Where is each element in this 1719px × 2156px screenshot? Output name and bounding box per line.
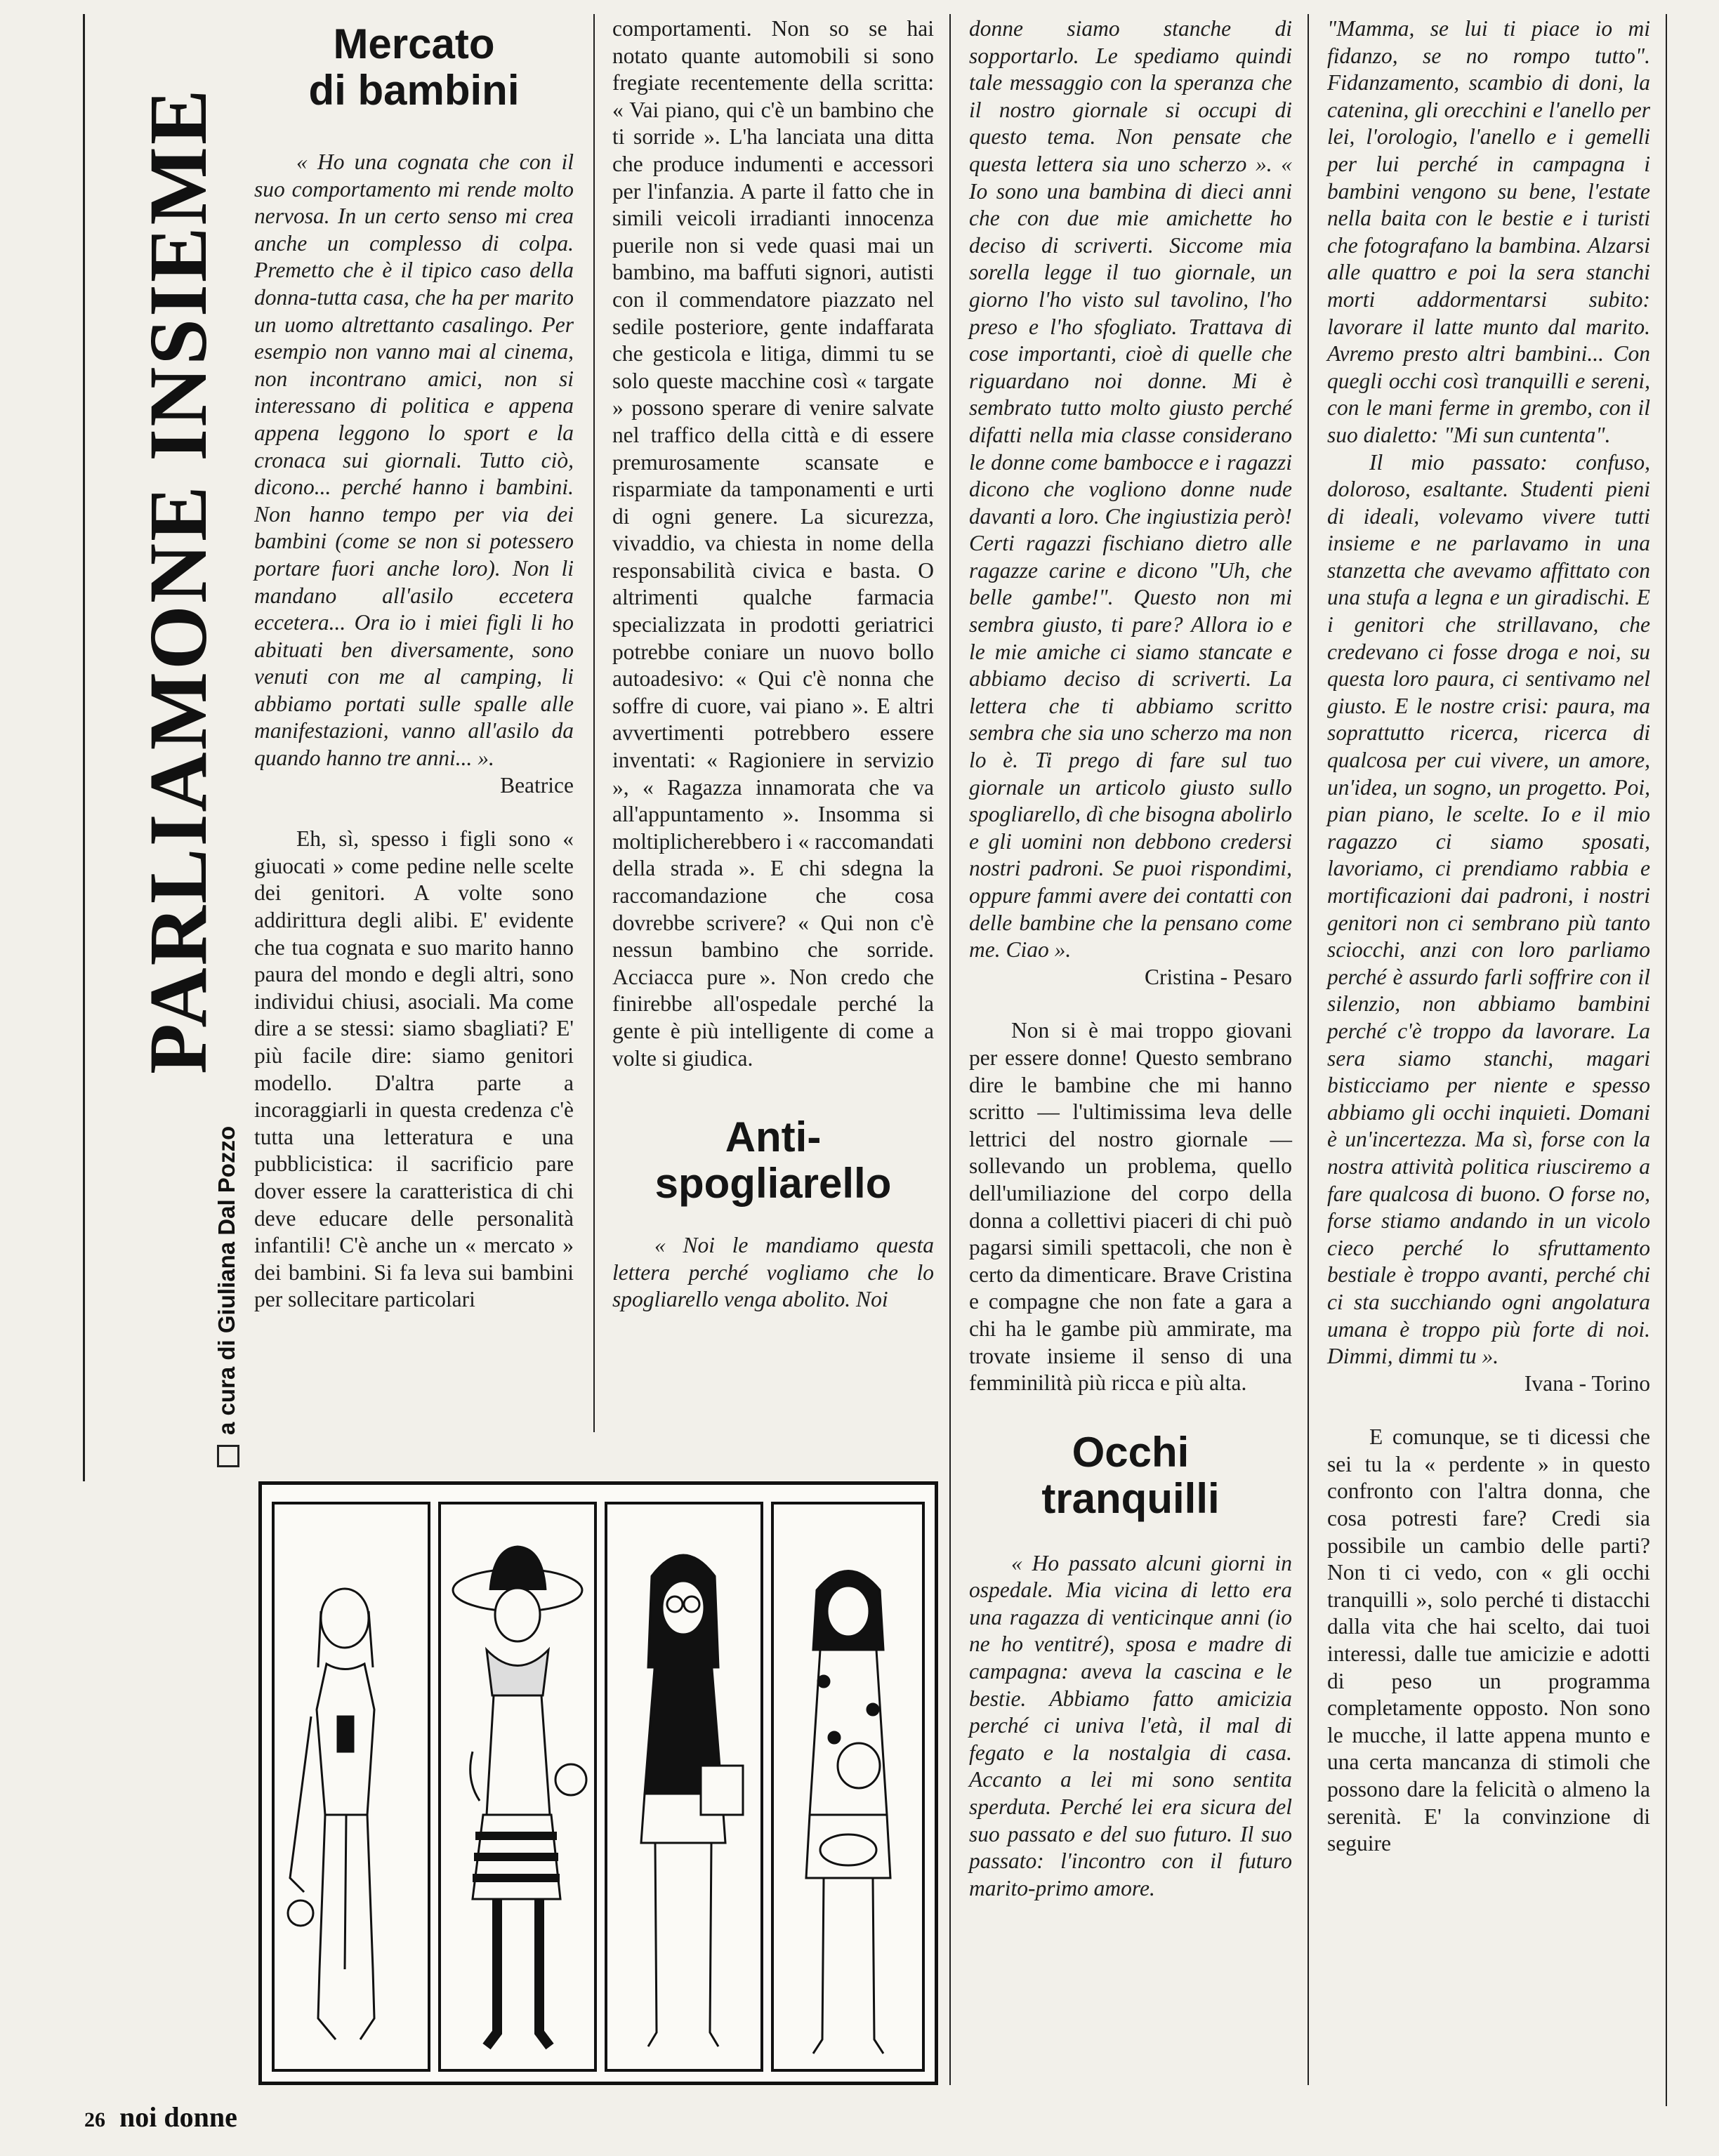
byline-text: a cura di Giuliana Dal Pozzo [213,1125,239,1435]
letter-spogliarello-part1: « Noi le mandiamo questa lettera perché vogliamo che lo spogliarello venga abolito. Noi [612,1233,934,1312]
signature-beatrice: Beatrice [500,772,574,798]
heading-line: di bambini [308,67,520,114]
heading-line: Anti- [725,1113,822,1161]
column-rule-2 [949,14,951,2085]
illustration-four-women [258,1481,938,2085]
section-rubric: PARLIAMONE INSIEME [132,87,224,1074]
column-4 [1327,15,1650,1858]
heading-line: tranquilli [1041,1474,1220,1522]
reply-mercato-part2: comportamenti. Non so se hai notato quante automobili si sono fregiate recentemente della scritta: « Vai piano, qui c'è un bambino che ti sorride ». L'ha lanciata una ditta che produce indumenti e accessori per l'infanzia. A parte il fatto che in simili veicoli irradianti innocenza puerile non si vede quasi mai un bambino, ma baffuti signori, autisti con il commendatore piazzato nel sedile posteriore, gente indaffarata che gesticola e litiga, dimmi tu se solo queste macchine così « targate » possono sperare di venire salvate nel traffico della città e di essere premurosamente scansate e risparmiate da tamponamenti e urti di ogni genere. La sicurezza, vivaddio, va chiesta in nome della responsabilità civica e basta. O altrimenti qualche farmacia specializzata in prodotti geriatrici potrebbe coniare un nuovo bollo autoadesivo: « Qui c'è nonna che soffre di cuore, vai piano ». E altri avvertimenti potrebbero essere inventati: « Ragioniere in servizio », « Ragazza innamorata che va all'appuntamento ». Insomma si moltiplicherebbero i « raccomandati della strada ». E chi sdegna la raccomandazione che cosa dovrebbe scrivere? « Qui non c'è nessun bambino che sorride. Acciacca pure ». Non credo che finirebbe all'ospedale perché la gente è più intelligente di come a volte si giudica. [612,16,934,1071]
reply-occhi: E comunque, se ti dicessi che sei tu la « perdente » in questo confronto con l'altra donna, che cosa potresti fare? Credi sia possibile un cambio delle parti? Non ti ci vedo, con « gli occhi tranquilli », solo perché ti distacchi dalla vita che hai scelto, dai tuoi interessi, dalle tue amicizie e adotti di peso un programma completamente opposto. Non sono le mucche, il latte appena munto e una certa mancanza di stimoli che possono dare la felicità o almeno la serenità. E' la convinzione di seguire [1327,1424,1650,1856]
left-margin-rule [83,14,85,1481]
reply-mercato-part1: Eh, sì, spesso i figli sono « giuocati » come pedine nelle scelte dei genitori. A volte sono addirittura degli alibi. E' evidente che tua cognata e suo marito hanno paura del mondo e degli altri, sono individui chiusi, asociali. Ma come dire a se stessi: siamo sbagliati? E' più facile dire: siamo genitori modello. D'altra parte a incoraggiarli in questa credenza c'è tutta una letteratura e una pubblicistica: il sacrificio pare dover essere la caratteristica di chi deve educare delle personalità infantili! C'è anche un « mercato » dei bambini. Si fa leva sui bambini per sollecitare particolari [254,826,574,1312]
figure-glasses-woman-icon [641,1555,743,2046]
letter-occhi-part2: "Mamma, se lui ti piace io mi fidanzo, se no rompo tutto". Fidanzamento, scambio di doni, la catenina, gli orecchini e l'anello per lei, l'orologio, l'anello e i gemelli per lui perché in campagna i bambini vengono su bene, l'estate nella baita con le bestie e i turisti che fotografano la bambina. Alzarsi alle quattro e poi la sera stanchi morti addormentarsi subito: lavorare il latte munto dal marito. Avremo presto altri bambini... Con quegli occhi così tranquilli e sereni, con le mani ferme in grembo, con il suo dialetto: "Mi sun cuntenta". [1327,16,1650,447]
letter-occhi-part3: Il mio passato: confuso, doloroso, esaltante. Studenti pieni di ideali, volevamo vivere tutti insieme e ne parlavamo in una stanzetta che avevamo affittato con una stufa a legna e un giradischi. E i genitori che strillavano, che credevano ci fosse droga e noi, su questa loro paura, ci sentivamo nel giusto. E le nostre crisi: paura, ma soprattutto ricerca, ricerca di qualcosa per cui vivere, un amore, un'idea, un sogno, un progetto. Poi, pian piano, le scelte. Io e il mio ragazzo ci siamo sposati, lavoriamo, ci prendiamo rabbia e mortificazioni dai padroni, i nostri genitori non ci sembrano più tanto sciocchi, anzi con loro parliamo perché è assurdo farli soffrire con il silenzio, non abbiamo bambini perché c'è troppo da lavorare. La sera siamo stanchi, magari bisticciamo per niente e spesso abbiamo gli occhi inquieti. Domani è un'incertezza. Ma sì, forse con la nostra attività politica riusciremo a fare qualcosa di buono. O forse no, forse stiamo andando in un vicolo cieco perché lo sfruttamento bestiale è troppo avanti, perché chi ci sta succhiando ogni angolatura umana è troppo più forte di noi. Dimmi, dimmi tu ». [1327,449,1650,1369]
heading-mercato [254,21,574,114]
column-3 [969,15,1292,1902]
column-rule-4 [1666,14,1667,2106]
signature-cristina: Cristina - Pesaro [1145,964,1292,989]
figure-hat-woman-icon [453,1547,586,2046]
page-number: 26 [84,2108,105,2131]
column-2 [612,15,934,1314]
illustration-svg [262,1485,935,2082]
letter-beatrice: « Ho una cognata che con il suo comportamento mi rende molto nervosa. In un certo senso mi crea anche un complesso di colpa. Premetto che è il tipico caso della donna-tutta casa, che ha per marito un uomo altrettanto casalingo. Per esempio non vanno mai al cinema, non incontrano amici, non si interessano di politica e appena appena leggono lo sport e la cronaca sui giornali. Tutto ciò, dicono... perché hanno i bambini. Non hanno tempo per via dei bambini (come se non si potessero portare fuori anche loro). Non li mandano all'asilo eccetera eccetera... Ora io i miei figli li ho abituati ben diversamente, sono venuti con me al camping, li abbiamo portati sulle spalle alle manifestazioni, vanno all'asilo da quando hanno tre anni... ». [254,150,574,771]
column-rule-1 [593,14,595,1432]
byline [213,1126,240,1467]
magazine-name: noi donne [119,2101,237,2133]
figure-mother-child-icon [806,1571,890,2054]
figure-worker-icon [288,1589,374,2039]
page-footer [84,2101,237,2134]
column-rule-3 [1308,14,1309,2085]
heading-spogliarello [612,1114,934,1207]
heading-line: Occhi [1072,1428,1190,1476]
reply-spogliarello: Non si è mai troppo giovani per essere donne! Questo sembrano dire le bambine che mi hanno scritto — l'ultimissima leva delle lettrici del nostro giornale — sollevando un problema, quello dell'umiliazione del corpo della donna a collettivi piaceri di chi può pagarsi simili spettacoli, che non è certo da dimenticare. Brave Cristina e compagne che non fate a gara a chi ha le gambe più ammirate, ma trovate insieme il senso di una femminilità più ricca e più alta. [969,1018,1292,1396]
checkbox-square-icon [217,1445,239,1467]
signature-ivana: Ivana - Torino [1524,1370,1650,1396]
heading-line: Mercato [333,20,495,67]
letter-occhi-part1: « Ho passato alcuni giorni in ospedale. Mia vicina di letto era una ragazza di venticinque anni (io ne ho ventitré), sposa e madre di campagna: aveva la cascina e le bestie. Abbiamo fatto amicizia perché ci univa l'età, il mal di fegato e la nostalgia di casa. Accanto a lei mi sono sentita sperduta. Perché lei era sicura del suo passato e del suo futuro. Il suo passato: l'incontro con il futuro marito-primo amore. [969,1550,1292,1900]
heading-line: spogliarello [654,1160,892,1208]
column-1 [254,21,574,1314]
letter-spogliarello-part2: donne siamo stanche di sopportarlo. Le spediamo quindi tale messaggio con la speranza che il nostro giornale si occupi di questo tema. Non pensate che questa lettera sia uno scherzo ». « Io sono una bambina di dieci anni che con due mie amichette ho deciso di scriverti. Siccome mia sorella legge il tuo giornale, un giorno l'ho visto sul tavolino, l'ho preso e l'ho sfogliato. Trattava di cose importanti, cioè di quelle che riguardano noi donne. Mi è sembrato tutto molto giusto perché difatti nella mia classe considerano le donne come bambocce e i ragazzi dicono che vogliono donne nude davanti a loro. Che ingiustizia però! Certi ragazzi fischiano dietro alle ragazze carine e dicono "Uh, che belle gambe!". Questo non mi sembra giusto, ti pare? Allora io e le mie amiche ci siamo stancate e abbiamo deciso di scriverti. La lettera che ti abbiamo scritto sembra che sia uno scherzo ma non lo è. Ti prego di fare sul tuo giornale un articolo giusto sullo spogliarello, dì che bisogna abolirlo e gli uomini non debbono credersi nostri padroni. Se puoi rispondimi, oppure fammi avere dei contatti con delle bambine che la pensano come me. Ciao ». [969,16,1292,963]
heading-occhi [969,1429,1292,1522]
